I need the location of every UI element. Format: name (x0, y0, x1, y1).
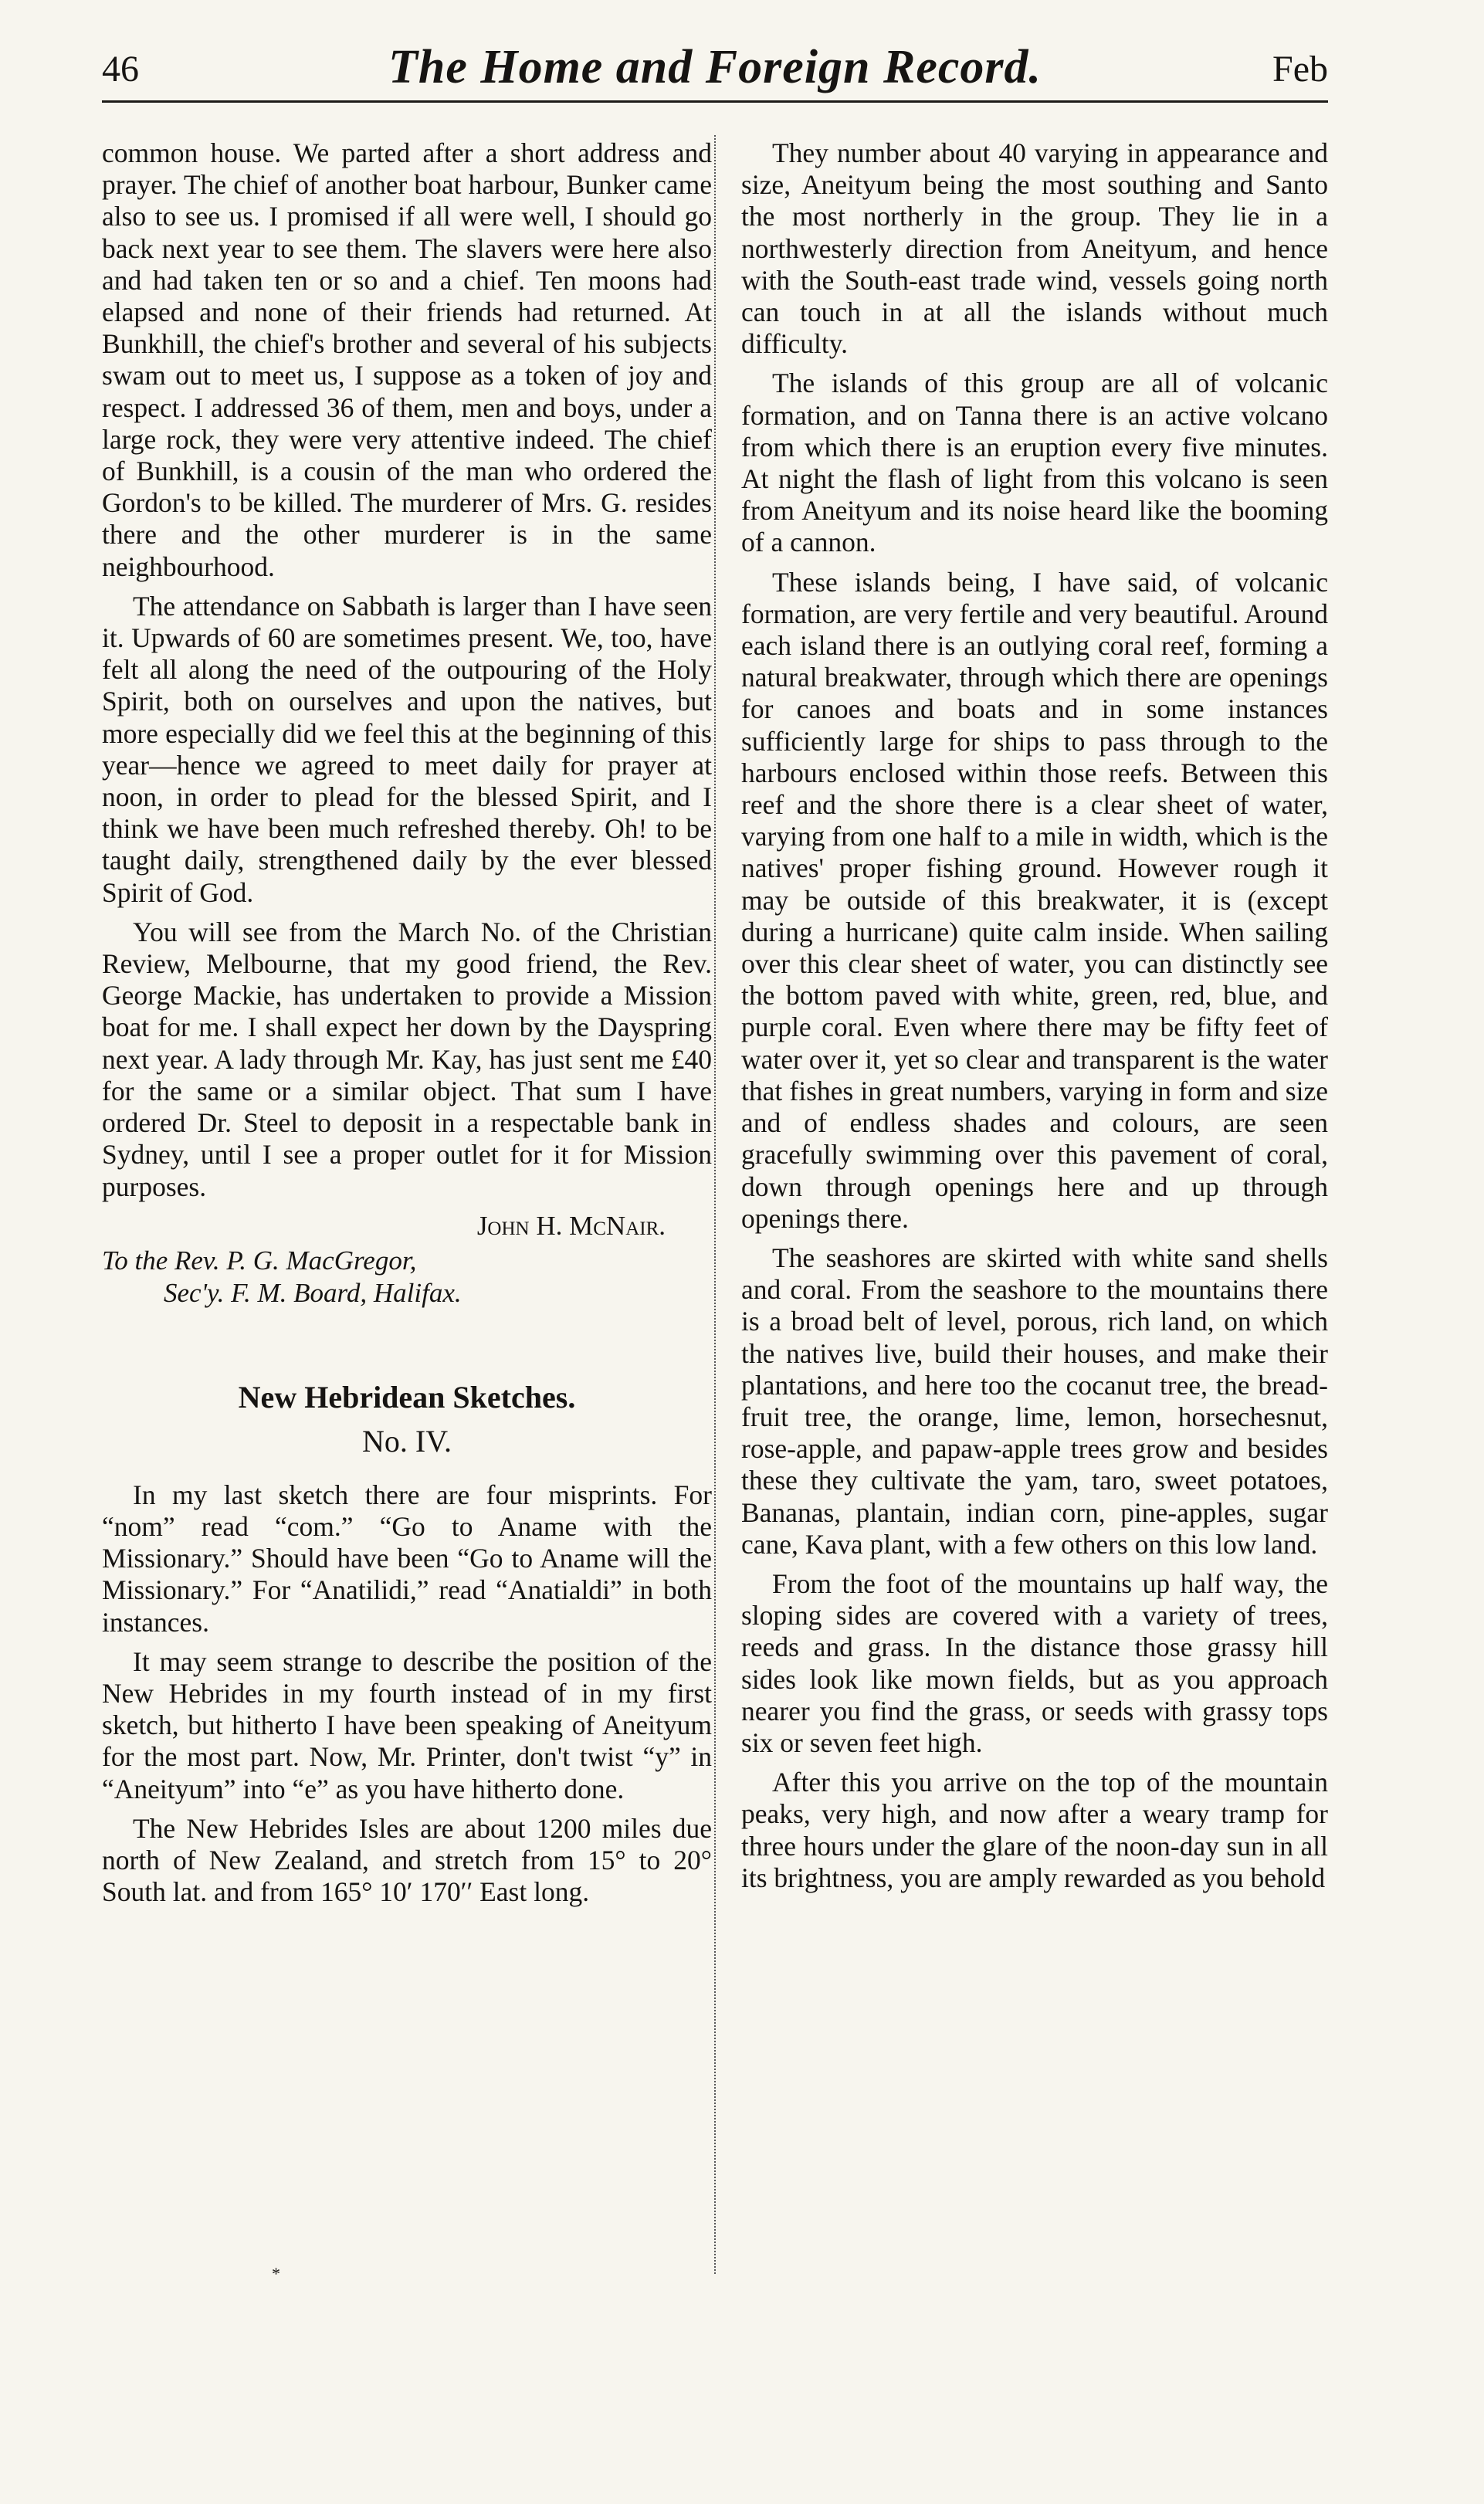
paragraph: In my last sketch there are four misprints. For “nom” read “com.” “Go to Aname with the Missionary.” Should have been “Go to Aname will the Missionary.” For “Anatilidi,” read “Anatialdi” in both instances. (102, 1479, 712, 1638)
letter-address (102, 1245, 712, 1310)
paragraph: They number about 40 varying in appearance and size, Aneityum being the most southing and Santo the most northerly in the group. They lie in a northwesterly direction from Aneityum, and hence with the South-east trade wind, vessels going north can touch in at all the islands without much difficulty. (741, 137, 1328, 360)
paragraph: You will see from the March No. of the Christian Review, Melbourne, that my good friend, the Rev. George Mackie, has undertaken to provide a Mission boat for me. I shall expect her down by the Dayspring next year. A lady through Mr. Kay, has just sent me £40 for the same or a similar object. That sum I have ordered Dr. Steel to deposit in a respectable bank in Sydney, until I see a proper outlet for it for Mission purposes. (102, 916, 712, 1202)
journal-title: The Home and Foreign Record. (388, 41, 1042, 93)
paragraph: The seashores are skirted with white sand shells and coral. From the seashore to the mountains there is a broad belt of level, porous, rich land, on which the natives live, build their houses, and make their plantations, and here too the cocanut tree, the bread-fruit tree, the orange, lime, lemon, horsechesnut, rose-apple, and papaw-apple trees grow and besides these they cultivate the yam, taro, sweet potatoes, Bananas, plantain, indian corn, pine-apples, sugar cane, Kava plant, with a few others on this low land. (741, 1242, 1328, 1560)
paragraph: These islands being, I have said, of volcanic formation, are very fertile and very beautiful. Around each island there is an outlying coral reef, forming a natural breakwater, through which there are openings for canoes and boats and in some instances sufficiently large for ships to pass through to the harbours enclosed within those reefs. Between this reef and the shore there is a clear sheet of water, varying from one half to a mile in width, which is the natives' proper fishing ground. However rough it may be outside of this breakwater, it is (except during a hurricane) quite calm inside. When sailing over this clear sheet of water, you can distinctly see the bottom paved with white, green, red, blue, and purple coral. Even where there may be fifty feet of water over it, yet so clear and transparent is the water that fishes in great numbers, varying in form and size and of endless shades and colours, are seen gracefully swimming over this pavement of coral, down through openings here and up through openings there. (741, 566, 1328, 1234)
running-header (102, 31, 1328, 103)
paragraph: The attendance on Sabbath is larger than I have seen it. Upwards of 60 are sometimes present. We, too, have felt all along the need of the outpouring of the Holy Spirit, both on ourselves and upon the natives, but more especially did we feel this at the beginning of this year—hence we agreed to meet daily for prayer at noon, in order to plead for the blessed Spirit, and I think we have been much refreshed thereby. Oh! to be taught daily, strengthened daily by the ever blessed Spirit of God. (102, 590, 712, 908)
paragraph: After this you arrive on the top of the mountain peaks, very high, and now after a weary tramp for three hours under the glare of the noon-day sun in all its brightness, you are amply rewarded as you behold (741, 1767, 1328, 1893)
left-column (102, 137, 712, 1916)
section-number: No. IV. (362, 1423, 452, 1459)
footer-mark: * (272, 2264, 280, 2283)
right-column (741, 137, 1328, 1902)
letter-signature: John H. McNair. (476, 1210, 666, 1241)
paragraph: The islands of this group are all of volcanic formation, and on Tanna there is an active volcano from which there is an eruption every five minutes. At night the flash of light from this volcano is seen from Aneityum and its noise heard like the booming of a cannon. (741, 368, 1328, 558)
column-divider (714, 135, 716, 2274)
address-line: To the Rev. P. G. MacGregor, (102, 1245, 417, 1276)
paragraph: From the foot of the mountains up half way, the sloping sides are covered with a variety of trees, reeds and grass. In the distance those grassy hill sides look like mown fields, but as you approach nearer you find the grass, or seeds with grassy tops six or seven feet high. (741, 1567, 1328, 1758)
paragraph: common house. We parted after a short address and prayer. The chief of another boat harbour, Bunker came also to see us. I promised if all were well, I should go back next year to see them. The slavers were here also and had taken ten or so and a chief. Ten moons had elapsed and none of their friends had returned. At Bunkhill, the chief's brother and several of his subjects swam out to meet us, I suppose as a token of joy and respect. I addressed 36 of them, men and boys, under a large rock, they were very attentive indeed. The chief of Bunkhill, is a cousin of the man who ordered the Gordon's to be killed. The murderer of Mrs. G. resides there and the other murderer is in the same neighbourhood. (102, 137, 712, 582)
issue-month: Feb (1272, 49, 1328, 90)
section-title: New Hebridean Sketches. (238, 1379, 576, 1415)
page-number: 46 (102, 49, 139, 90)
paragraph: It may seem strange to describe the position of the New Hebrides in my fourth instead of in my first sketch, but hitherto I have been speaking of Aneityum for the most part. Now, Mr. Printer, don't twist “y” in “Aneityum” into “e” as you have hitherto done. (102, 1645, 712, 1804)
paragraph: The New Hebrides Isles are about 1200 miles due north of New Zealand, and stretch from 15° to 20° South lat. and from 165° 10′ 170′′ East long. (102, 1812, 712, 1908)
address-line: Sec'y. F. M. Board, Halifax. (164, 1277, 462, 1308)
